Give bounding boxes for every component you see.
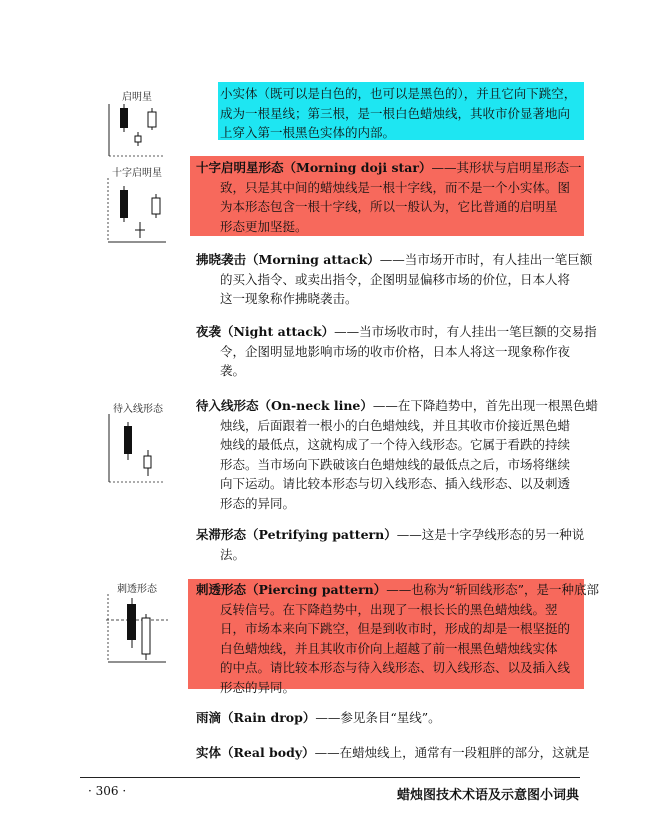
text-line: 向下运动。请比较本形态与切入线形态、插入线形态、以及刺透 bbox=[220, 476, 571, 491]
figure-piercing-pattern bbox=[104, 580, 170, 666]
figure-caption: 启明星 bbox=[122, 92, 152, 103]
entry-text: ——也称为“斩回线形态”，是一种底部 bbox=[386, 582, 600, 597]
text-line: 形态更加坚挺。 bbox=[220, 218, 308, 234]
text-line: 小实体（既可以是白色的，也可以是黑色的），并且它向下跳空， bbox=[220, 86, 577, 101]
white-candle-icon bbox=[142, 618, 150, 654]
entry-petrifying-pattern bbox=[196, 525, 585, 564]
text-line: 致，只是其中间的蜡烛线是一根十字线，而不是一个小实体。图 bbox=[220, 179, 571, 195]
entry-real-body bbox=[196, 743, 590, 763]
text-line: 日，市场本来向下跳空，但是到收市时，形成的却是一根坚挺的 bbox=[220, 621, 571, 636]
entry-rain-drop bbox=[196, 708, 582, 728]
figure-caption: 待入线形态 bbox=[113, 404, 163, 415]
entry-term: 雨滴（Rain drop） bbox=[196, 710, 316, 725]
entry-text: ——参见条目“星线”。 bbox=[315, 710, 441, 725]
figure-morning-doji-star bbox=[104, 164, 170, 248]
text-line: 的买入指令、或卖出指令，企图明显偏移市场的价位，日本人将 bbox=[220, 271, 571, 287]
text-line: 形态。当市场向下跌破该白色蜡烛线的最低点之后，市场将继续 bbox=[220, 456, 571, 472]
entry-text: ——当市场开市时，有人挂出一笔巨额 bbox=[379, 252, 593, 267]
text-line: 法。 bbox=[220, 546, 246, 562]
entry-term: 夜袭（Night attack） bbox=[196, 324, 335, 339]
entry-on-neck-line bbox=[196, 396, 598, 513]
page-number: · 306 · bbox=[88, 784, 127, 798]
black-candle-icon bbox=[124, 426, 132, 454]
on-neck-line-candles bbox=[108, 412, 168, 486]
text-line: 形态的异同。 bbox=[220, 679, 296, 695]
entry-morning-star-tail bbox=[220, 84, 580, 143]
entry-text: ——其形状与启明星形态一 bbox=[431, 160, 582, 175]
text-line: 的中点。请比较本形态与待入线形态、切入线形态、以及插入线 bbox=[220, 660, 571, 675]
book-title: 蜡烛图技术术语及示意图小词典 bbox=[396, 788, 579, 803]
text-line: 成为一根星线；第三根，是一根白色蜡烛线，其收市价显著地向 bbox=[220, 105, 571, 121]
text-line: 白色蜡烛线，并且其收市价向上超越了前一根黑色蜡烛线实体 bbox=[220, 640, 558, 656]
entry-term: 待入线形态（On-neck line） bbox=[196, 398, 373, 413]
text-line: 反转信号。在下降趋势中，出现了一根长长的黑色蜡烛线。翌 bbox=[220, 601, 558, 617]
entry-night-attack bbox=[196, 322, 597, 381]
black-candle-icon bbox=[127, 604, 136, 640]
figure-caption: 十字启明星 bbox=[112, 168, 162, 179]
footer-divider bbox=[80, 777, 580, 778]
piercing-pattern-candles bbox=[104, 592, 170, 666]
entry-text: ——当市场收市时，有人挂出一笔巨额的交易指 bbox=[334, 324, 597, 339]
entry-morning-doji-star bbox=[196, 158, 580, 236]
morning-doji-star-candles bbox=[104, 176, 170, 248]
text-line: 这一现象称作拂晓袭击。 bbox=[220, 291, 358, 306]
entry-term: 呆滞形态（Petrifying pattern） bbox=[196, 527, 397, 542]
entry-piercing-pattern bbox=[196, 580, 600, 697]
entry-term: 十字启明星形态（Morning doji star） bbox=[196, 160, 432, 175]
figure-on-neck-line bbox=[108, 400, 168, 486]
text-line: 烛线的最低点，这就构成了一个待入线形态。它属于看跌的持续 bbox=[220, 437, 571, 452]
morning-star-candles bbox=[108, 100, 166, 160]
white-candle-icon bbox=[144, 456, 151, 468]
white-candle-icon bbox=[152, 198, 160, 214]
text-line: 为本形态包含一根十字线，所以一般认为，它比普通的启明星 bbox=[220, 199, 558, 214]
black-candle-icon bbox=[120, 108, 128, 128]
entry-term: 实体（Real body） bbox=[196, 745, 315, 760]
text-line: 令，企图明显地影响市场的收市价格，日本人将这一现象称作夜 bbox=[220, 343, 571, 359]
black-candle-icon bbox=[120, 190, 128, 218]
entry-term: 刺透形态（Piercing pattern） bbox=[196, 582, 387, 597]
entry-term: 拂晓袭击（Morning attack） bbox=[196, 252, 380, 267]
white-candle-icon bbox=[148, 112, 156, 127]
text-line: 袭。 bbox=[220, 363, 246, 378]
entry-morning-attack bbox=[196, 250, 593, 309]
figure-caption: 刺透形态 bbox=[117, 584, 157, 595]
entry-text: ——在蜡烛线上，通常有一段粗胖的部分，这就是 bbox=[314, 745, 590, 760]
small-white-candle-icon bbox=[135, 136, 141, 142]
entry-text: ——在下降趋势中，首先出现一根黑色蜡 bbox=[372, 398, 598, 413]
entry-text: ——这是十字孕线形态的另一种说 bbox=[396, 527, 585, 542]
text-line: 上穿入第一根黑色实体的内部。 bbox=[220, 125, 396, 140]
figure-morning-star bbox=[108, 88, 166, 160]
text-line: 烛线，后面跟着一根小的白色蜡烛线，并且其收市价接近黑色蜡 bbox=[220, 417, 571, 433]
text-line: 形态的异同。 bbox=[220, 495, 296, 511]
